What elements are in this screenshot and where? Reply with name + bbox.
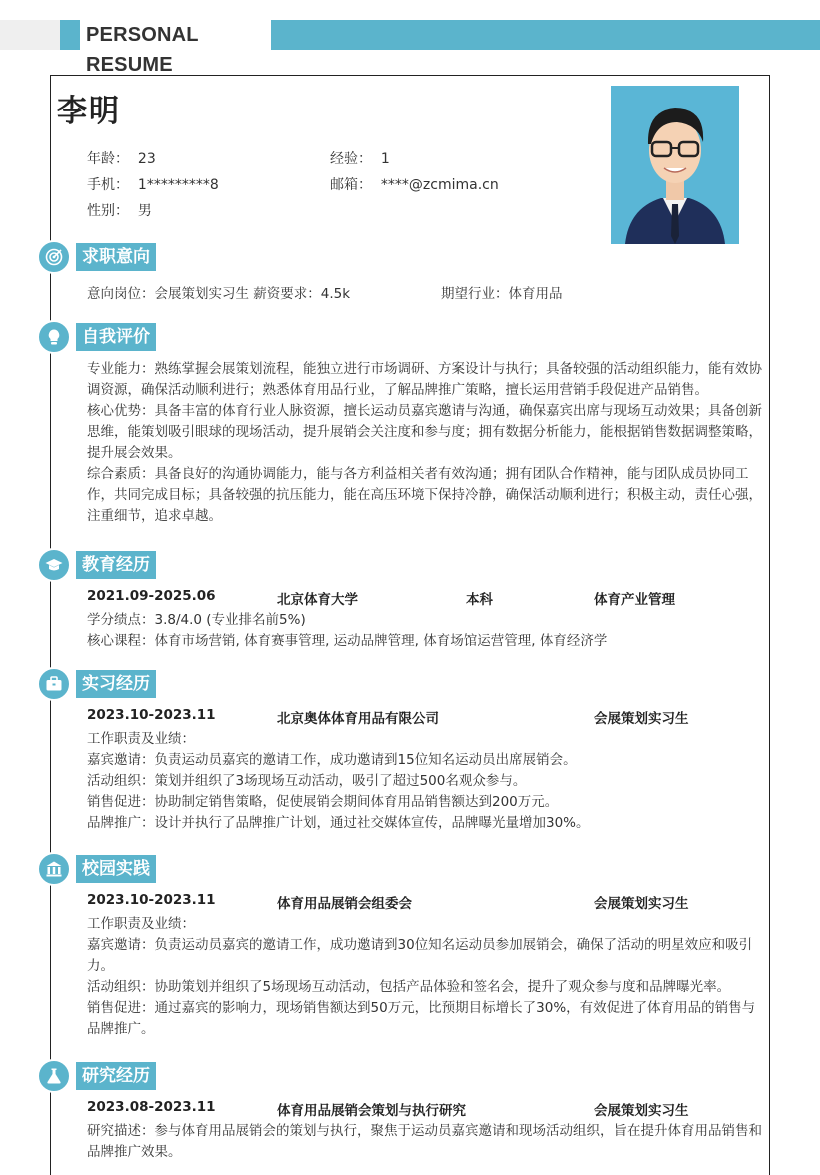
research-topic: 体育用品展销会策划与执行研究 [277, 1103, 466, 1119]
age-row [87, 148, 156, 168]
intern-activity: 活动组织：策划并组织了3场现场互动活动，吸引了超过500名观众参与。 [87, 773, 527, 789]
edu-details [87, 610, 765, 652]
gender-row [87, 200, 152, 220]
self-eval-quality: 综合素质：具备良好的沟通协调能力，能与各方利益相关者有效沟通；拥有团队合作精神，能与团队成员协同工作，共同完成目标；具备较强的抗压能力，能在高压环境下保持冷静，确保活动顺利进行；积极主动，责任心强，注重细节，追求卓越。 [87, 466, 762, 524]
person-name: 李明 [57, 94, 121, 129]
phone-value: 1*********8 [137, 177, 219, 193]
phone-label: 手机： [87, 177, 129, 193]
campus-guest: 嘉宾邀请：负责运动员嘉宾的邀请工作，成功邀请到30位知名运动员参加展销会，确保了活动的明星效应和吸引力。 [87, 937, 753, 974]
section-title-campus: 校园实践 [76, 855, 156, 883]
building-icon [37, 852, 71, 886]
research-date: 2023.08-2023.11 [87, 1099, 216, 1115]
phone-row [87, 174, 219, 194]
experience-row [330, 148, 390, 168]
campus-date: 2023.10-2023.11 [87, 892, 216, 908]
intent-row [87, 284, 765, 305]
email-value: ****@zcmima.cn [380, 177, 499, 193]
self-eval-advantage: 核心优势：具备丰富的体育行业人脉资源，擅长运动员嘉宾邀请与沟通，确保嘉宾出席与现场互动效果；具备创新思维，能策划吸引眼球的现场活动，提升展销会关注度和参与度；拥有数据分析能力，能根据销售数据调整策略，提升展会效果。 [87, 403, 762, 461]
intern-details [87, 729, 765, 834]
research-details [87, 1121, 765, 1163]
intern-company: 北京奥体体育用品有限公司 [277, 711, 439, 727]
email-row [330, 174, 499, 194]
research-description: 研究描述：参与体育用品展销会的策划与执行，聚焦于运动员嘉宾邀请和现场活动组织，旨在提升体育用品销售和品牌推广效果。 [87, 1123, 762, 1160]
profile-photo [611, 86, 739, 244]
resume-title: PERSONAL RESUME [80, 20, 270, 50]
graduation-cap-icon [37, 548, 71, 582]
experience-value: 1 [380, 151, 390, 167]
section-title-research: 研究经历 [76, 1062, 156, 1090]
header-band-accent [60, 20, 80, 50]
campus-sales: 销售促进：通过嘉宾的影响力，现场销售额达到50万元，比预期目标增长了30%，有效促进了体育用品的销售与品牌推广。 [87, 1000, 756, 1037]
campus-details [87, 914, 765, 1040]
edu-date: 2021.09-2025.06 [87, 588, 216, 604]
self-eval-professional: 专业能力：熟练掌握会展策划流程，能独立进行市场调研、方案设计与执行；具备较强的活动组织能力，能有效协调资源，确保活动顺利进行；熟悉体育用品行业，了解品牌推广策略，擅长运用营销手段促进产品销售。 [87, 361, 762, 398]
edu-degree: 本科 [466, 592, 493, 608]
edu-school: 北京体育大学 [277, 592, 358, 608]
intent-position: 意向岗位：会展策划实习生 [87, 286, 249, 302]
lightbulb-icon [37, 320, 71, 354]
intern-date: 2023.10-2023.11 [87, 707, 216, 723]
section-title-internship: 实习经历 [76, 670, 156, 698]
campus-role: 会展策划实习生 [594, 896, 689, 912]
experience-label: 经验： [330, 151, 372, 167]
intern-guest: 嘉宾邀请：负责运动员嘉宾的邀请工作，成功邀请到15位知名运动员出席展销会。 [87, 752, 577, 768]
email-label: 邮箱： [330, 177, 372, 193]
gender-label: 性别： [87, 203, 129, 219]
campus-activity: 活动组织：协助策划并组织了5场现场互动活动，包括产品体验和签名会，提升了观众参与度和品牌曝光率。 [87, 979, 731, 995]
campus-org: 体育用品展销会组委会 [277, 896, 412, 912]
section-title-education: 教育经历 [76, 551, 156, 579]
header-band-right [271, 20, 820, 50]
age-value: 23 [137, 151, 156, 167]
research-role: 会展策划实习生 [594, 1103, 689, 1119]
target-icon [37, 240, 71, 274]
self-evaluation [87, 359, 765, 527]
gender-value: 男 [137, 203, 152, 219]
edu-courses: 核心课程：体育市场营销, 体育赛事管理, 运动品牌管理, 体育场馆运营管理, 体育经济学 [87, 633, 608, 649]
edu-major: 体育产业管理 [594, 592, 675, 608]
intent-salary: 薪资要求：4.5k [253, 286, 351, 302]
header-band-left [0, 20, 60, 50]
briefcase-icon [37, 667, 71, 701]
intern-sales: 销售促进：协助制定销售策略，促使展销会期间体育用品销售额达到200万元。 [87, 794, 559, 810]
flask-icon [37, 1059, 71, 1093]
section-title-intent: 求职意向 [76, 243, 156, 271]
campus-duty-heading: 工作职责及业绩： [87, 916, 195, 932]
age-label: 年龄： [87, 151, 129, 167]
intern-role: 会展策划实习生 [594, 711, 689, 727]
intern-duty-heading: 工作职责及业绩： [87, 731, 195, 747]
intent-industry: 期望行业：体育用品 [441, 286, 563, 302]
edu-gpa: 学分绩点：3.8/4.0 (专业排名前5%) [87, 612, 306, 628]
intern-brand: 品牌推广：设计并执行了品牌推广计划，通过社交媒体宣传，品牌曝光量增加30%。 [87, 815, 590, 831]
section-title-self: 自我评价 [76, 323, 156, 351]
